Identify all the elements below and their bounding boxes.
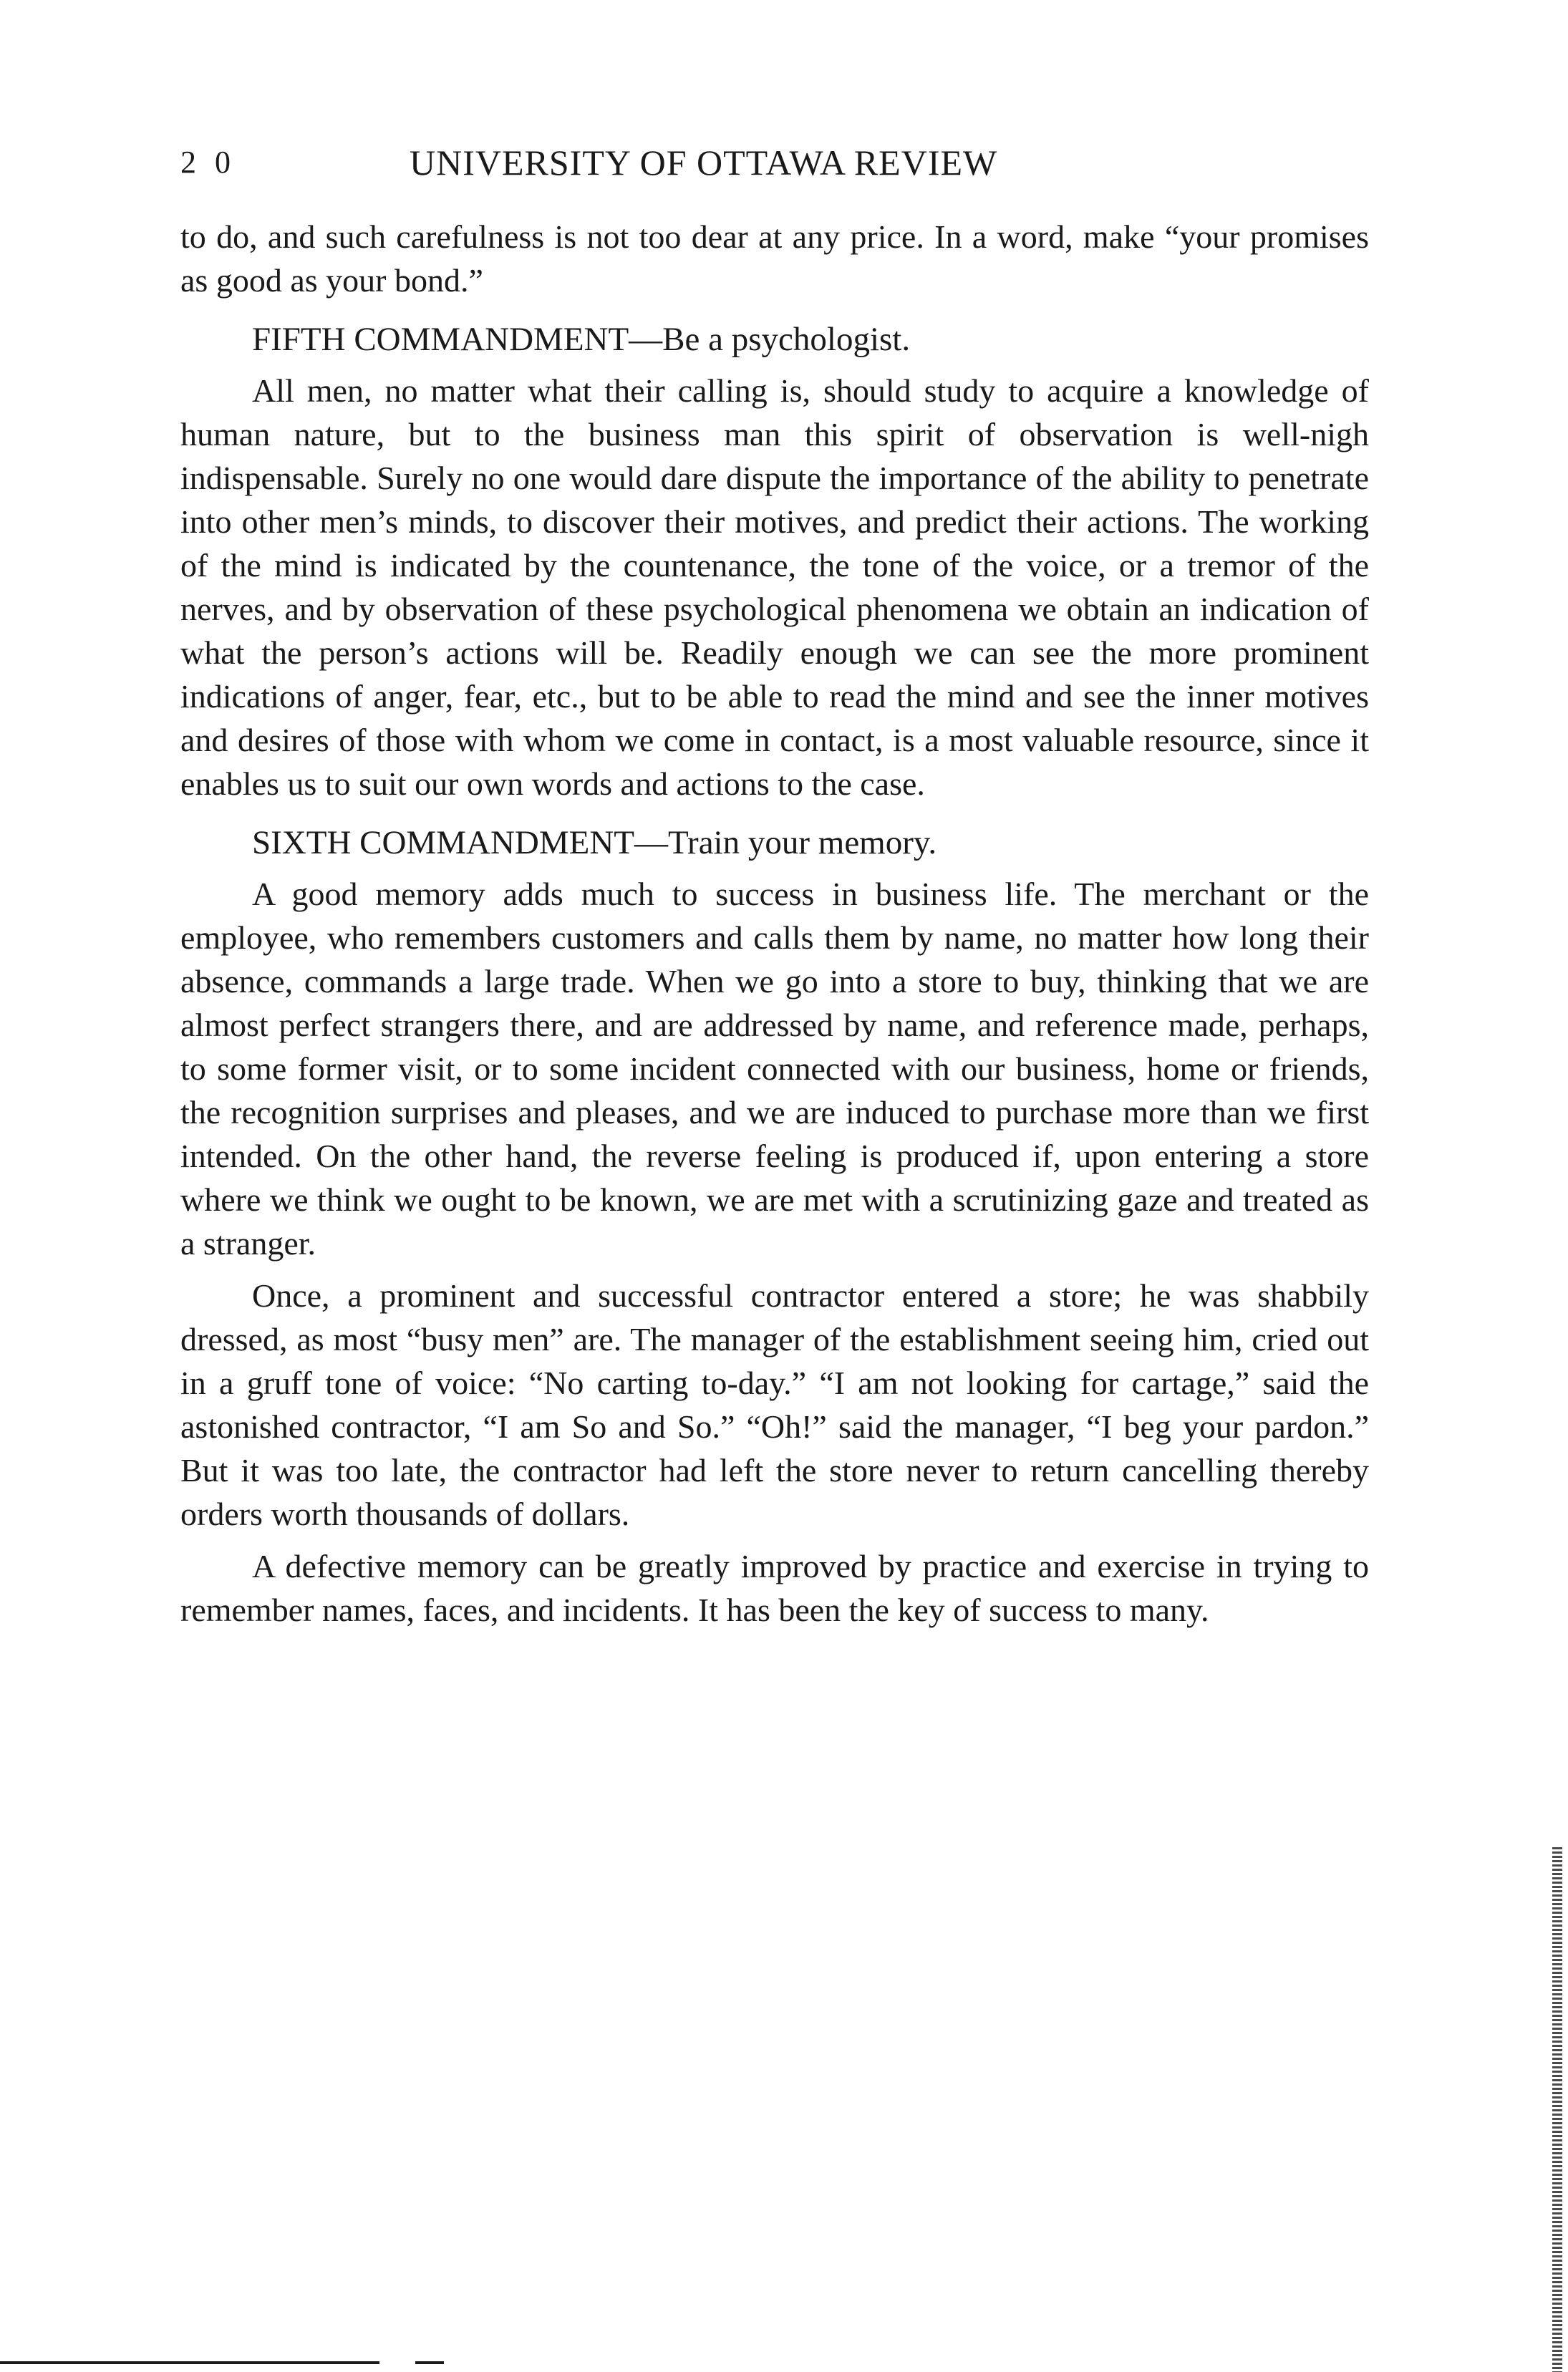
section-heading-sixth-commandment: SIXTH COMMANDMENT—Train your memory. xyxy=(252,824,937,861)
paragraph: A defective memory can be greatly improved by practice and exercise in trying to remember names, faces, and incidents. It has been the key of success to many. xyxy=(180,1548,1369,1628)
footer-rule xyxy=(0,2361,379,2364)
running-title: UNIVERSITY OF OTTAWA REVIEW xyxy=(410,142,998,183)
page-number: 20 xyxy=(180,145,249,180)
section-heading-fifth-commandment: FIFTH COMMANDMENT—Be a psychologist. xyxy=(252,321,911,358)
paragraph: A good memory adds much to success in business life. The merchant or the employee, who remembers customers and calls them by name, no matter how long their absence, commands a large trade. When we go into a store to buy, thinking that we are almost perfect strangers there, and are addressed by name, and reference made, perhaps, to some former visit, or to some incident connected with our business, home or friends, the recognition surprises and pleases, and we are induced to purchase more than we first intended. On the other hand, the reverse feeling is produced if, upon entering a store where we think we ought to be known, we are met with a scrutinizing gaze and treated as a stranger. xyxy=(180,876,1369,1262)
scan-edge-artifact xyxy=(1552,1847,1562,2372)
paragraph: Once, a prominent and successful contractor entered a store; he was shabbily dressed, as most “busy men” are. The manager of the establishment seeing him, cried out in a gruff tone of voice: “No carting to-day.” “I am not looking for cartage,” said the astonished contractor, “I am So and So.” “Oh!” said the manager, “I beg your pardon.” But it was too late, the contractor had left the store never to return cancelling thereby orders worth thousands of dollars. xyxy=(180,1277,1369,1532)
paragraph-continuation: to do, and such carefulness is not too dear at any price. In a word, make “your promises as good as your bond.” xyxy=(180,218,1369,299)
paragraph: All men, no matter what their calling is, should study to acquire a knowledge of human nature, but to the business man this spirit of observation is well-nigh indispensable. Surely no one would dare dispute the importance of the ability to penetrate into other men’s minds, to discover their motives, and predict their actions. The working of the mind is indicated by the countenance, the tone of the voice, or a tremor of the nerves, and by observation of these psychological phenomena we obtain an indication of what the person’s actions will be. Readily enough we can see the more prominent indications of anger, fear, etc., but to be able to read the mind and see the inner motives and desires of those with whom we come in contact, is a most valuable resource, since it enables us to suit our own words and actions to the case. xyxy=(180,372,1369,802)
footer-rule-dash xyxy=(415,2361,444,2364)
article-body xyxy=(180,215,1369,1640)
page-header xyxy=(180,137,1340,188)
